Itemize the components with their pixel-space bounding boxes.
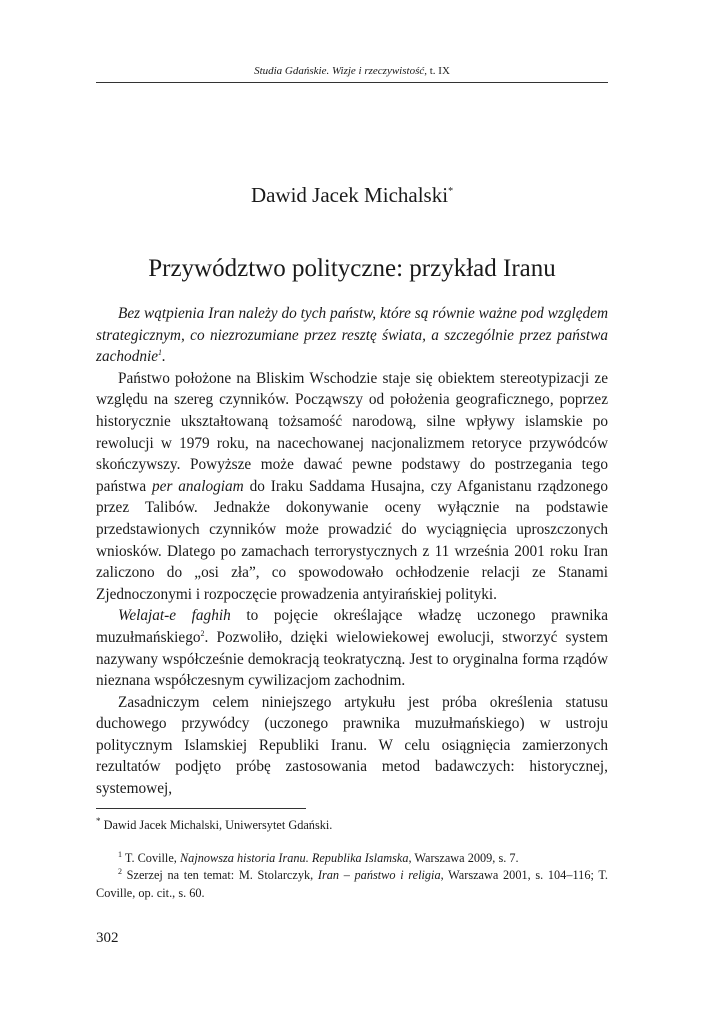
footnote-2 <box>96 867 608 902</box>
author-note-text: Dawid Jacek Michalski, Uniwersytet Gdański. <box>100 818 333 832</box>
article-body <box>96 303 608 800</box>
author-footnote-mark[interactable]: * <box>448 186 454 197</box>
author-name: Dawid Jacek Michalski <box>250 183 449 207</box>
footnote-1-number: 1 <box>118 849 122 859</box>
paragraph-2-part-a: Państwo położone na Bliskim Wschodzie staje się obiektem stereotypizacji ze względu na szereg czynników. Począwszy od położenia geograficznego, poprzez historycznie ukształtowaną tożsamość narodową, silne wpływy islamskie po rewolucji w 1979 roku, na nacechowanej nacjonalizmem retoryce przywódców skończywszy. Powyższe może dawać pewne podstawy do postrzegania tego państwa <box>96 369 608 495</box>
footnote-ref-2[interactable]: 2 <box>200 628 205 638</box>
paragraph-2-part-b: do Iraku Saddama Husajna, czy Afganistanu rządzonego przez Talibów. Jednakże dokonywanie oceny wyłącznie na podstawie przedstawionych czynników może prowadzić do wyciągnięcia uproszczonych wniosków. Dlatego po zamachach terrorystycznych z 11 września 2001 roku Iran zaliczono do „osi zła”, co spowodowało ochłodzenie relacji ze Stanami Zjednoczonymi i rozpoczęcie prowadzenia antyirańskiej polityki. <box>96 477 609 603</box>
footnote-ref-1[interactable]: 1 <box>158 348 163 358</box>
paragraph-lead-text: Bez wątpienia Iran należy do tych państw, które są równie ważne pod względem strategicznym, co niezrozumiane przez resztę świata, a szczególnie przez państwa zachodnie <box>96 305 608 366</box>
running-head-journal: Studia Gdańskie. Wizje i rzeczywistość <box>254 65 425 77</box>
footnote-1-italic: Najnowsza historia Iranu. Republika Islamska <box>179 851 409 865</box>
paragraph-3-part-a: to pojęcie określające władzę uczonego prawnika muzułmańskiego <box>96 607 608 646</box>
footnote-1 <box>96 850 608 867</box>
header-rule <box>96 82 608 83</box>
paragraph-lead <box>96 303 608 368</box>
footnote-1-part-b: , Warszawa 2009, s. 7. <box>408 851 519 865</box>
footnote-1-part-a: T. Coville, <box>122 851 180 865</box>
article-title: Przywództwo polityczne: przykład Iranu <box>148 255 556 282</box>
footnote-rule <box>96 808 306 809</box>
running-head <box>96 65 608 77</box>
paragraph-2-italic: per analogiam <box>152 477 244 495</box>
author-line <box>96 183 608 208</box>
footnote-2-italic: Iran – państwo i religia <box>317 868 441 883</box>
author-note-mark: * <box>96 815 101 826</box>
paragraph-3-italic: Welajat-e faghih <box>118 607 231 625</box>
paragraph-3 <box>96 605 608 691</box>
paragraph-lead-end: . <box>162 348 166 366</box>
paragraph-4: Zasadniczym celem niniejszego artykułu jest próba określenia statusu duchowego przywódcy (uczonego prawnika muzułmańskiego) w ustroju politycznym Islamskiej Republiki Iranu. W celu osiągnięcia zamierzonych rezultatów podjęto próbę zastosowania metod badawczych: historycznej, systemowej, <box>96 693 608 798</box>
author-affiliation-note <box>96 817 608 834</box>
footnote-2-part-a: Szerzej na ten temat: M. Stolarczyk, <box>122 868 318 883</box>
paragraph-2 <box>96 368 608 606</box>
footnote-2-number: 2 <box>118 867 122 877</box>
running-head-volume: , t. IX <box>424 65 450 77</box>
paragraph-3-part-b: . Pozwoliło, dzięki wielowiekowej ewolucji, stworzyć system nazywany współcześnie demokracją teokratyczną. Jest to oryginalna forma rządów nieznana współczesnym cywilizacjom zachodnim. <box>96 628 608 690</box>
footnotes <box>96 850 608 902</box>
page-number: 302 <box>96 930 119 946</box>
footnote-2-part-b: , Warszawa 2001, s. 104–116; T. Coville, op. cit., s. 60. <box>96 868 608 900</box>
